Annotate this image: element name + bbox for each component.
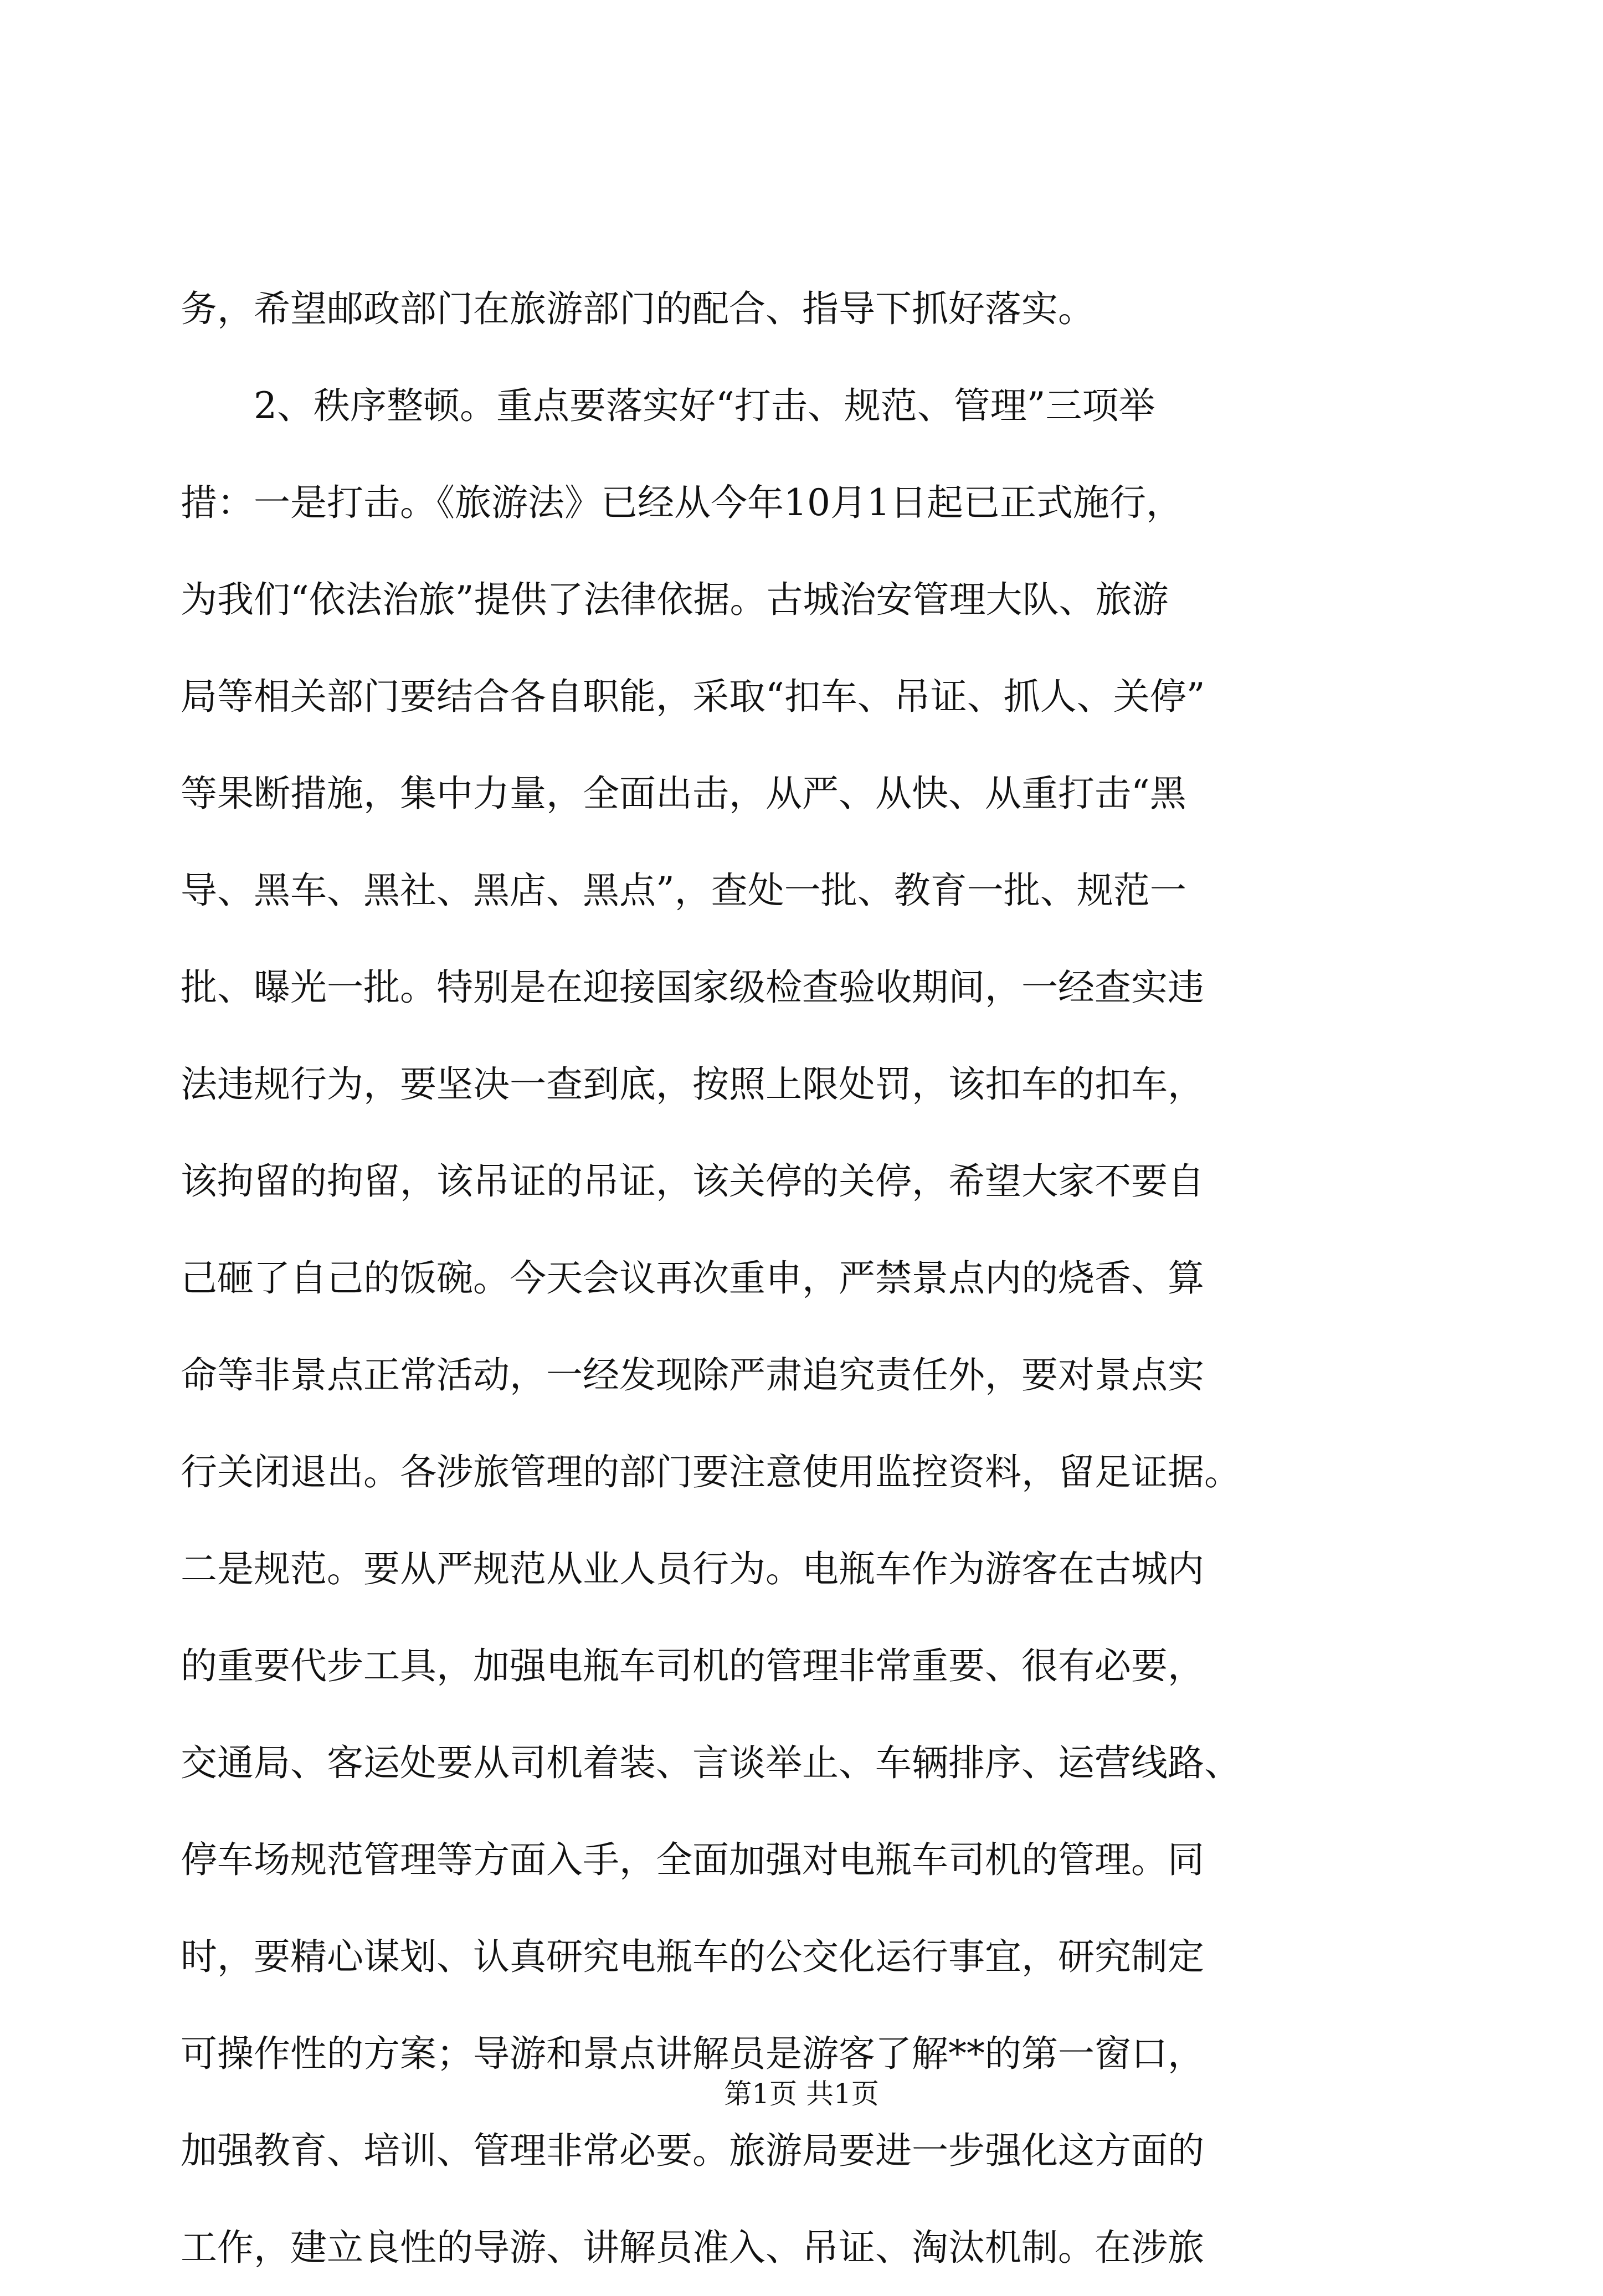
text-line: 工作，建立良性的导游、讲解员准入、吊证、淘汰机制。在涉旅: [181, 2226, 1204, 2269]
text-line: 该拘留的拘留，该吊证的吊证，该关停的关停，希望大家不要自: [181, 1160, 1204, 1203]
text-line: 停车场规范管理等方面入手，全面加强对电瓶车司机的管理。同: [181, 1838, 1204, 1881]
text-line: 可操作性的方案；导游和景点讲解员是游客了解**的第一窗口，: [181, 2032, 1204, 2075]
text-line: 为我们“依法治旅”提供了法律依据。古城治安管理大队、旅游: [181, 578, 1169, 621]
text-line: 批、曝光一批。特别是在迎接国家级检查验收期间，一经查实违: [181, 966, 1204, 1009]
text-line: 二是规范。要从严规范从业人员行为。电瓶车作为游客在古城内: [181, 1548, 1204, 1590]
text-line: 等果断措施，集中力量，全面出击，从严、从快、从重打击“黑: [181, 772, 1186, 815]
text-line: 务，希望邮政部门在旅游部门的配合、指导下抓好落实。: [181, 287, 1095, 330]
page-footer: [0, 2072, 1603, 2116]
text-line: 交通局、客运处要从司机着装、言谈举止、车辆排序、运营线路、: [181, 1742, 1241, 1784]
text-line: 2、秩序整顿。重点要落实好“打击、规范、管理”三项举: [181, 384, 1155, 427]
body-text: [181, 260, 1419, 2296]
text-line: 加强教育、培训、管理非常必要。旅游局要进一步强化这方面的: [181, 2129, 1204, 2172]
text-line: 措：一是打击。《旅游法》已经从今年10月1日起已正式施行，: [181, 481, 1183, 524]
text-line: 命等非景点正常活动，一经发现除严肃追究责任外，要对景点实: [181, 1354, 1204, 1396]
text-line: 局等相关部门要结合各自职能，采取“扣车、吊证、抓人、关停”: [181, 675, 1205, 718]
text-line: 导、黑车、黑社、黑店、黑点”，查处一批、教育一批、规范一: [181, 869, 1186, 912]
text-line: 己砸了自己的饭碗。今天会议再次重申，严禁景点内的烧香、算: [181, 1257, 1204, 1299]
text-line: 时，要精心谋划、认真研究电瓶车的公交化运行事宜，研究制定: [181, 1935, 1204, 1978]
text-line: 法违规行为，要坚决一查到底，按照上限处罚，该扣车的扣车，: [181, 1063, 1204, 1106]
text-line: 行关闭退出。各涉旅管理的部门要注意使用监控资料，留足证据。: [181, 1451, 1241, 1493]
text-line: 的重要代步工具，加强电瓶车司机的管理非常重要、很有必要，: [181, 1645, 1204, 1687]
page-number: 第1页 共1页: [724, 2078, 879, 2110]
